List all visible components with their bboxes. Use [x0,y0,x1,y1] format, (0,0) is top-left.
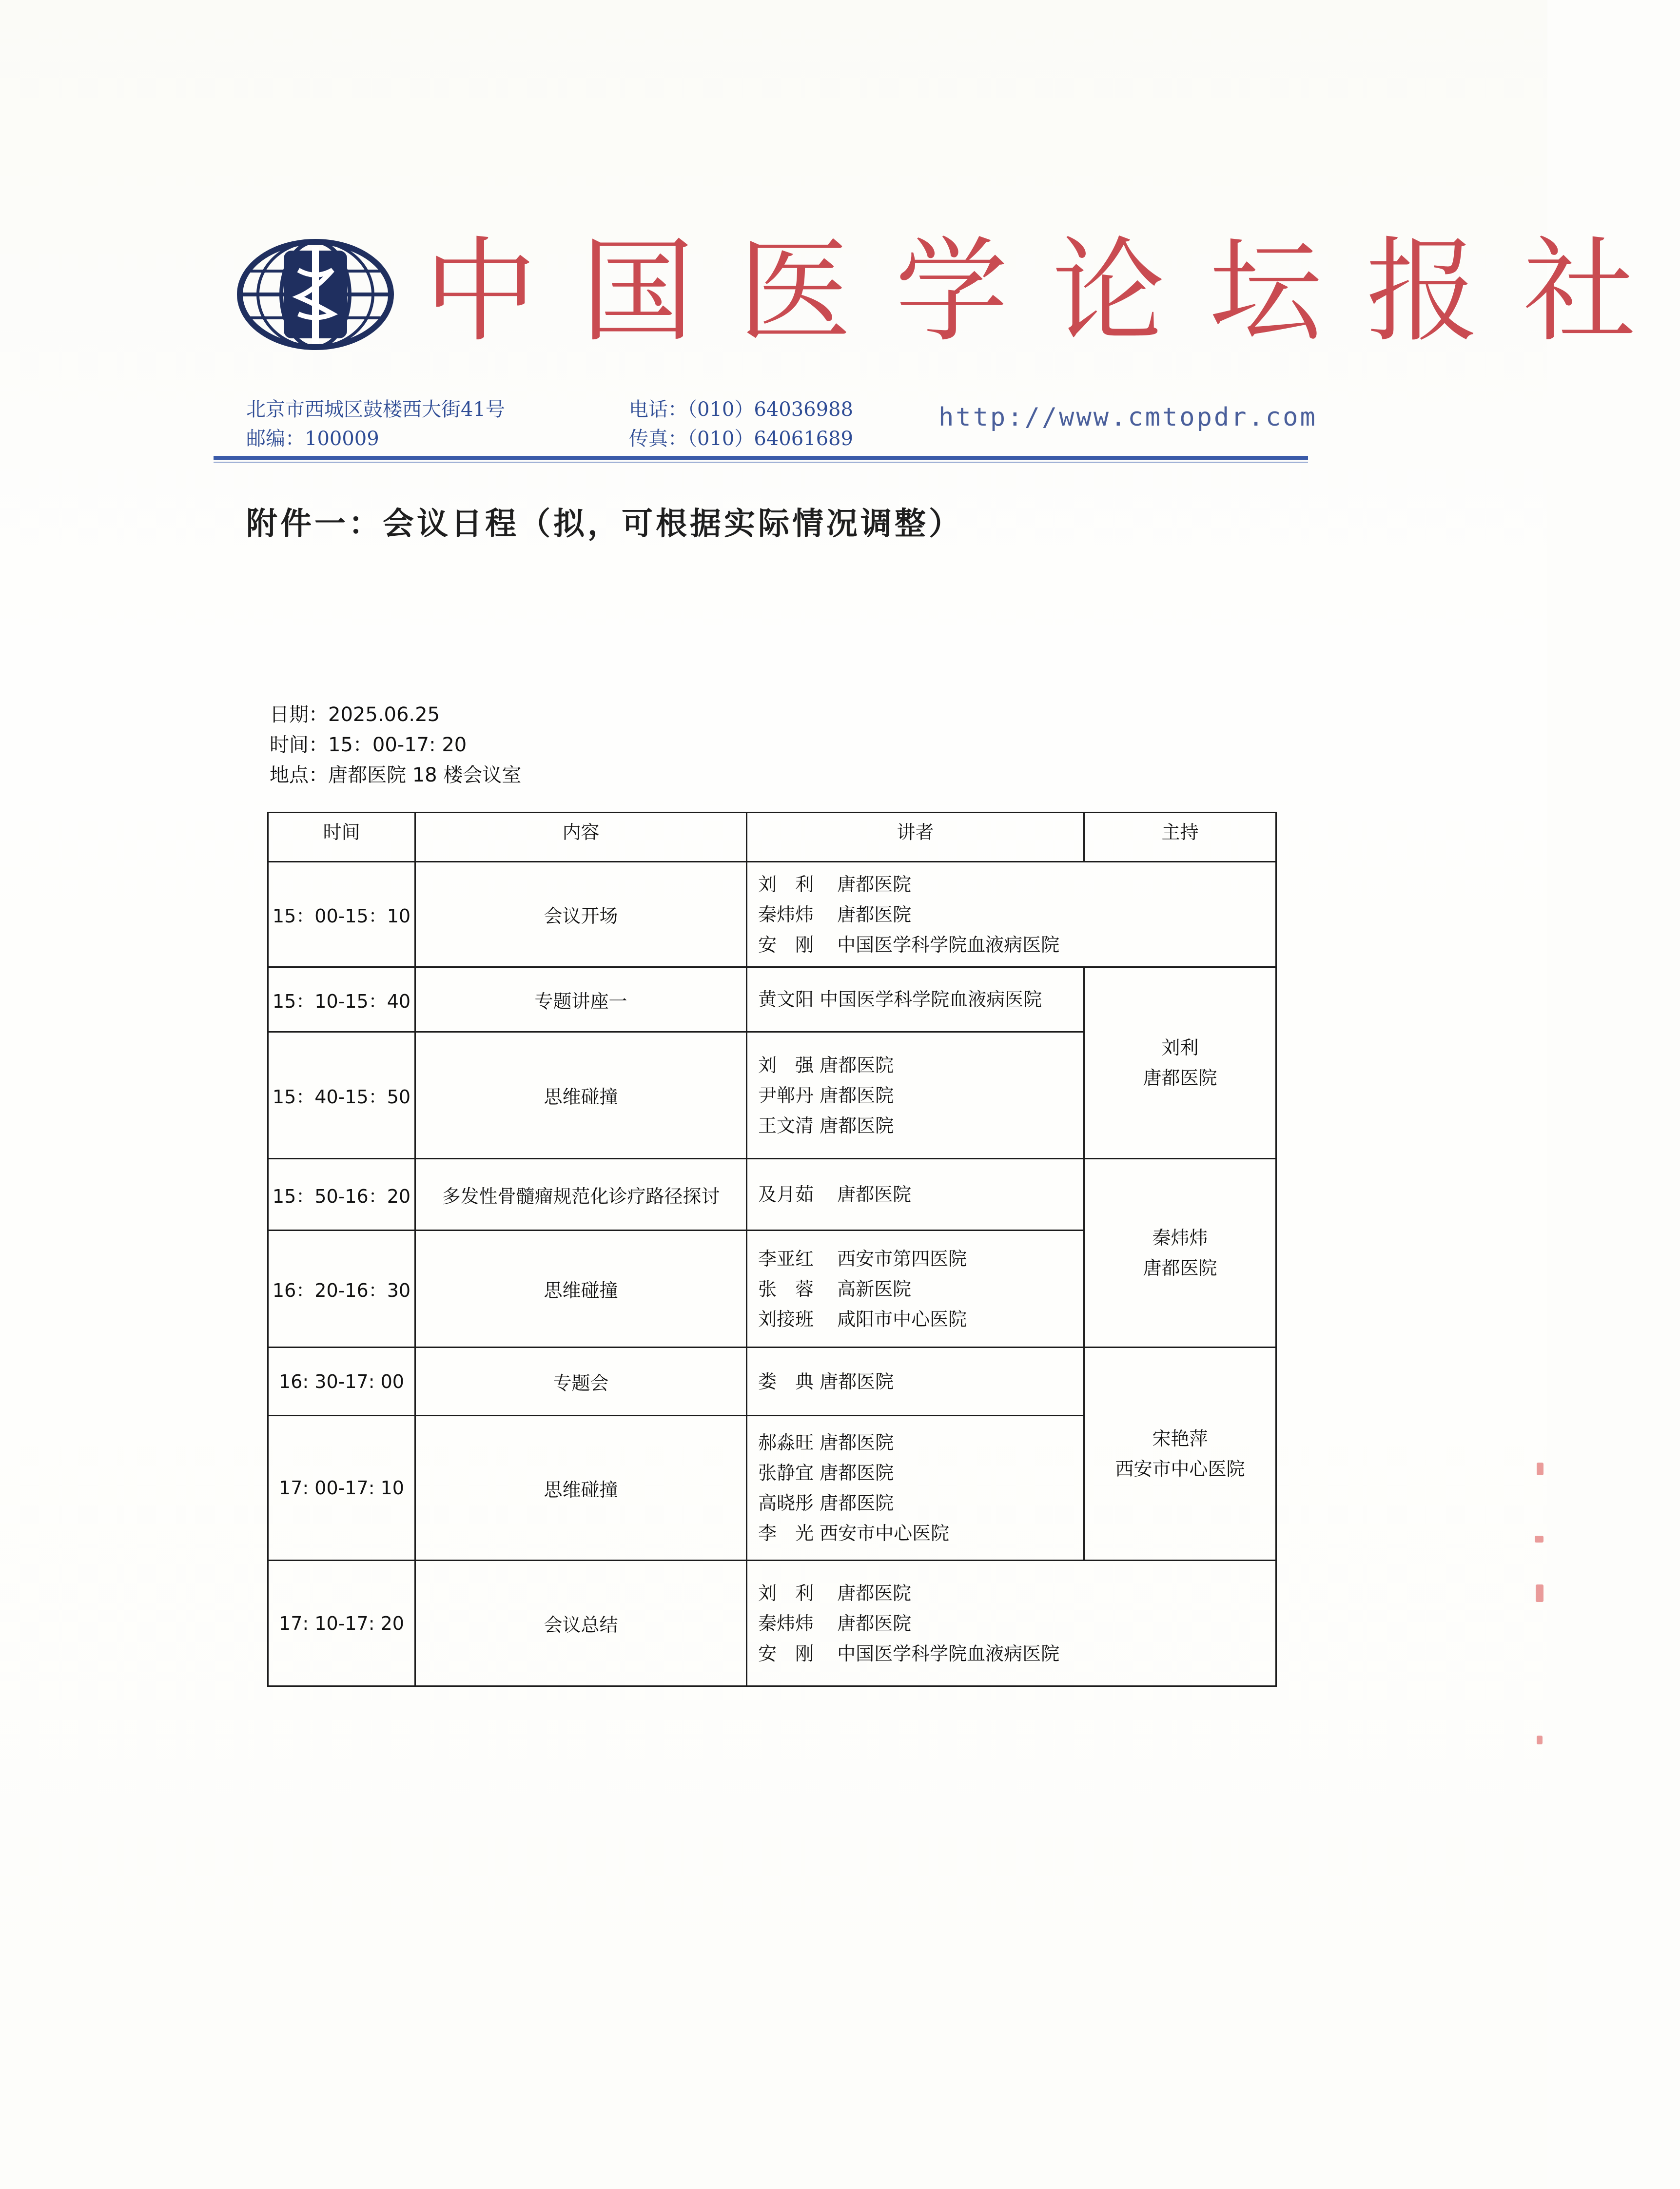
header-host: 主持 [1084,813,1276,862]
speaker-entry: 刘 强 唐都医院 [758,1054,894,1076]
table-row [268,1561,1276,1686]
row-content: 多发性骨髓瘤规范化诊疗路径探讨 [415,1159,747,1231]
row-time: 17: 00-17: 10 [268,1416,415,1561]
stamp-fragment [1537,1463,1543,1475]
speaker-entry: 张 蓉 高新医院 [758,1278,912,1300]
row-content: 思维碰撞 [415,1231,747,1348]
host-hospital: 唐都医院 [1143,1257,1217,1279]
row-content: 会议总结 [415,1561,747,1686]
row-speakers [747,1032,1084,1159]
speaker-entry: 安 刚 中国医学科学院血液病医院 [758,934,1060,956]
host-cell [1084,967,1276,1159]
letterhead-fax: 传真：（010）64061689 [629,428,853,450]
header-content: 内容 [415,813,747,862]
row-speakers [747,1416,1084,1561]
row-content: 思维碰撞 [415,1032,747,1159]
letterhead-divider-thin [214,462,1308,463]
letterhead-postcode: 邮编：100009 [246,428,379,450]
speaker-entry: 郝淼旺 唐都医院 [758,1432,894,1453]
letterhead-divider [214,456,1308,460]
row-time: 16: 30-17: 00 [268,1348,415,1416]
meeting-place: 地点：唐都医院 18 楼会议室 [270,764,522,786]
table-header-row [268,813,1276,862]
row-speakers [747,1561,1276,1686]
stamp-fragment [1537,1736,1543,1744]
row-speakers [747,1348,1084,1416]
header-speaker: 讲者 [747,813,1084,862]
speaker-entry: 秦炜炜 唐都医院 [758,903,912,925]
speaker-entry: 李亚红 西安市第四医院 [758,1248,967,1270]
speaker-entry: 李 光 西安市中心医院 [758,1523,950,1544]
meeting-date: 日期：2025.06.25 [270,704,440,726]
host-cell [1084,1348,1276,1561]
speaker-entry: 刘 利 唐都医院 [758,1582,912,1604]
row-content: 专题会 [415,1348,747,1416]
globe-logo-icon [235,236,396,353]
row-speakers [747,1159,1084,1231]
speaker-entry: 黄文阳 中国医学科学院血液病医院 [758,989,1042,1010]
schedule-table [267,812,1277,1687]
organization-name: 中国医学论坛报社 [424,226,1680,357]
speaker-entry: 高晓彤 唐都医院 [758,1492,894,1514]
row-time: 16：20-16：30 [268,1231,415,1348]
row-time: 15：40-15：50 [268,1032,415,1159]
row-content: 思维碰撞 [415,1416,747,1561]
host-hospital: 唐都医院 [1143,1067,1217,1089]
meeting-time: 时间：15：00-17: 20 [270,734,467,756]
row-time: 15：10-15：40 [268,967,415,1032]
table-row [268,1159,1276,1231]
row-speakers [747,862,1276,967]
row-time: 15：50-16：20 [268,1159,415,1231]
speaker-entry: 安 刚 中国医学科学院血液病医院 [758,1642,1060,1664]
host-cell [1084,1159,1276,1348]
row-time: 15：00-15：10 [268,862,415,967]
table-row [268,862,1276,967]
host-name: 刘利 [1161,1037,1199,1058]
stamp-fragment [1535,1536,1543,1543]
host-name: 宋艳萍 [1152,1428,1208,1449]
row-speakers [747,967,1084,1032]
host-hospital: 西安市中心医院 [1115,1458,1245,1480]
row-content: 会议开场 [415,862,747,967]
row-speakers [747,1231,1084,1348]
speaker-entry: 及月茹 唐都医院 [758,1184,912,1205]
speaker-entry: 刘接班 咸阳市中心医院 [758,1308,967,1330]
row-time: 17: 10-17: 20 [268,1561,415,1686]
speaker-entry: 张静宜 唐都医院 [758,1462,894,1484]
speaker-entry: 王文清 唐都医院 [758,1114,894,1136]
table-row [268,967,1276,1032]
speaker-entry: 娄 典 唐都医院 [758,1370,894,1392]
speaker-entry: 尹郸丹 唐都医院 [758,1084,894,1106]
letterhead-address: 北京市西城区鼓楼西大街41号 [246,398,505,421]
letterhead-phone: 电话：（010）64036988 [629,398,853,421]
stamp-fragment [1536,1584,1543,1602]
table-row [268,1348,1276,1416]
speaker-entry: 秦炜炜 唐都医院 [758,1612,912,1634]
attachment-title: 附件一：会议日程（拟，可根据实际情况调整） [246,506,963,542]
host-name: 秦炜炜 [1152,1227,1208,1249]
speaker-entry: 刘 利 唐都医院 [758,873,912,895]
header-time: 时间 [268,813,415,862]
letterhead-website: http://www.cmtopdr.com [938,403,1317,432]
row-content: 专题讲座一 [415,967,747,1032]
